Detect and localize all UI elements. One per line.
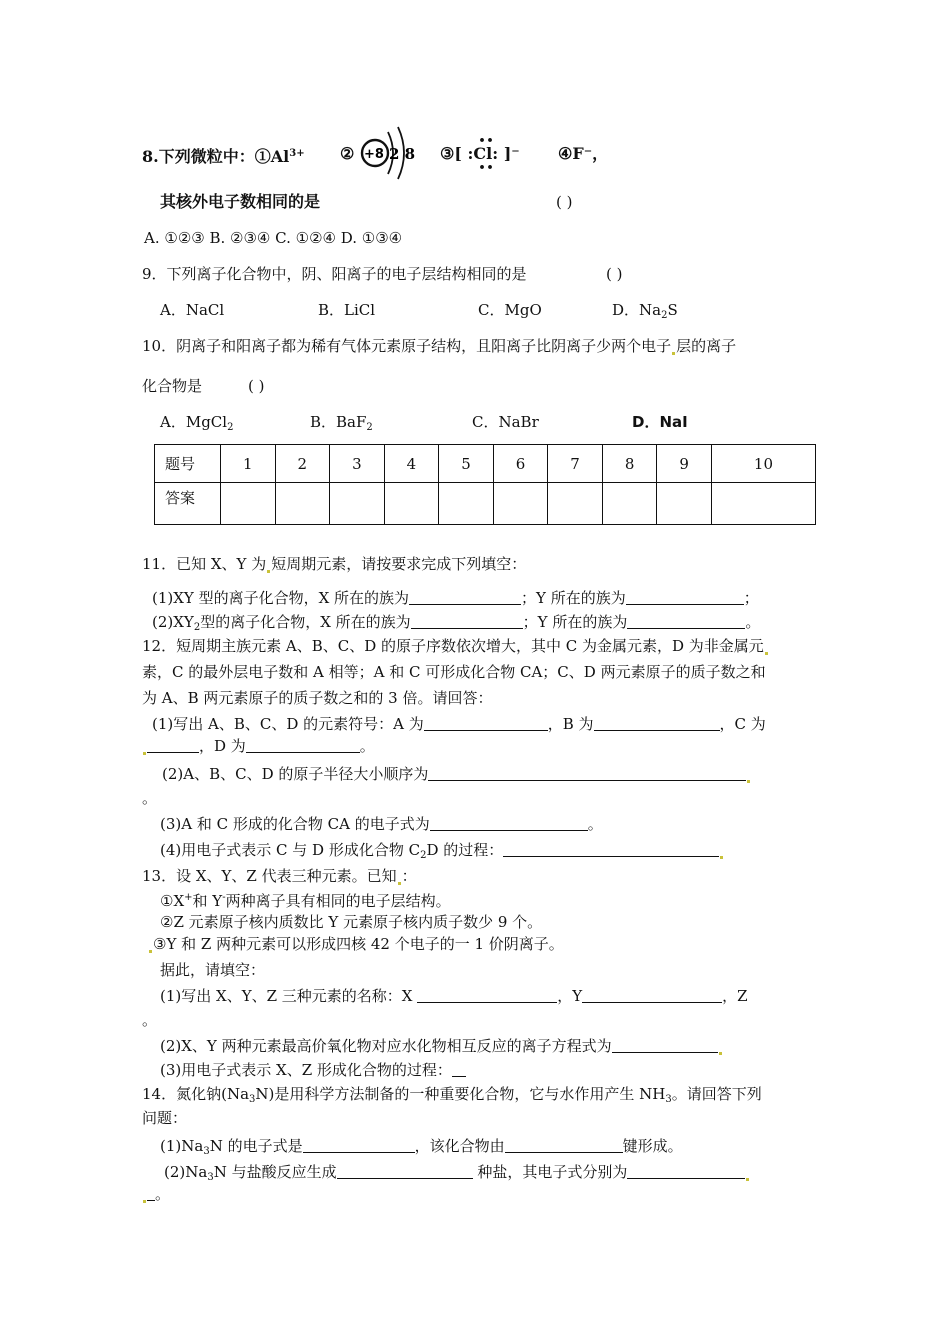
q11-s2-b: 型的离子化合物，X 所在的族为	[200, 613, 411, 631]
chloride-symbol: :Cl:	[467, 144, 499, 163]
q8-question: 其核外电子数相同的是	[160, 192, 321, 211]
q14-sub-2-end	[142, 1184, 170, 1204]
q12-s1-blank-b[interactable]	[594, 716, 720, 731]
q12-sub-2	[162, 764, 751, 784]
q13-s1-blank-y[interactable]	[582, 988, 722, 1003]
answer-cell-8[interactable]	[602, 483, 657, 525]
q13-s1-blank-x[interactable]	[417, 988, 557, 1003]
answer-table-num-8: 8	[602, 445, 657, 483]
mark-dot	[719, 1052, 722, 1055]
chloride-electron-dot	[467, 134, 499, 174]
nucleus-charge: +8	[364, 147, 384, 162]
q14-s2-b: N 与盐酸反应生成	[213, 1163, 337, 1181]
q10-option-d: D．NaI	[632, 413, 688, 431]
answer-cell-3[interactable]	[330, 483, 385, 525]
chloride-bottom-dots: ••	[478, 161, 495, 174]
q8-options: A. ①②③ B. ②③④ C. ①②④ D. ①③④	[144, 229, 403, 247]
q11-stem	[142, 554, 526, 574]
q14-l1-a: 14．氮化钠(Na	[142, 1085, 250, 1103]
mark-dot	[398, 882, 401, 885]
answer-table-num-7: 7	[548, 445, 603, 483]
q12-s4-a: (4)用电子式表示 C 与 D 形成化合物 C	[160, 841, 421, 859]
q14-l1-sub1: 3	[249, 1094, 256, 1105]
answer-cell-1[interactable]	[221, 483, 276, 525]
q13-sub-1	[160, 986, 748, 1006]
q14-s1-blank-formula[interactable]	[303, 1138, 415, 1153]
q12-s1-a: (1)写出 A、B、C、D 的元素符号：A 为	[152, 715, 424, 733]
q13-sub-1-end: 。	[142, 1011, 158, 1029]
q14-l1-c: 。请回答下列	[671, 1085, 762, 1103]
q10-option-a	[160, 412, 233, 438]
answer-table-answer-row	[155, 483, 816, 525]
q11-s1-b: ；Y 所在的族为	[521, 589, 626, 607]
q11-s2-d: 。	[745, 613, 761, 631]
answer-table-num-2: 2	[275, 445, 330, 483]
q9-option-d-pre: D．Na	[612, 301, 662, 319]
q12-s1-e: 。	[359, 737, 375, 755]
answer-table-num-3: 3	[330, 445, 385, 483]
q14-s1-b: N 的电子式是	[209, 1137, 303, 1155]
q12-s1-c: ，C 为	[719, 715, 766, 733]
q8-particle-1-num: ①	[254, 147, 271, 166]
q14-l1-sub2: 3	[665, 1094, 672, 1105]
mark-dot	[267, 570, 270, 573]
q8-paren: ( )	[556, 193, 573, 211]
q14-l1-b: N)是用科学方法制备的一种重要化合物，它与水作用产生 NH	[255, 1085, 666, 1103]
q14-s2-c: 种盐，其电子式分别为	[477, 1163, 628, 1181]
q12-sub-4	[160, 840, 724, 866]
q13-s2-text: (2)X、Y 两种元素最高价氧化物对应水化物相互反应的离子方程式为	[160, 1037, 612, 1055]
q12-line-3: 为 A、B 两元素原子的质子数之和的 3 倍。请回答：	[142, 689, 493, 707]
q14-s2-blank-formula[interactable]	[627, 1164, 745, 1179]
q11-s2-blank-x[interactable]	[411, 614, 523, 629]
q11-s2-c: ；Y 所在的族为	[522, 613, 628, 631]
q12-sub-1	[152, 714, 766, 734]
answer-table-header-label: 题号	[155, 445, 221, 483]
q12-s1-b: ，B 为	[547, 715, 594, 733]
q10-stem-1a: 10．阴离子和阳离子都为稀有气体元素原子结构，且阳离子比阴离子少两个电子	[142, 337, 672, 355]
q13-s2-blank[interactable]	[612, 1038, 718, 1053]
q13-c3-text: ③Y 和 Z 两种元素可以形成四核 42 个电子的一 1 价阴离子。	[153, 935, 564, 953]
q8-stem-line	[142, 144, 305, 167]
shell-electron-counts: 2 8	[389, 145, 416, 163]
answer-table	[154, 444, 816, 525]
q13-condition-1	[160, 888, 451, 911]
answer-cell-7[interactable]	[548, 483, 603, 525]
q11-s2-blank-y[interactable]	[627, 614, 745, 629]
q12-sub-2-end: 。	[142, 789, 158, 807]
q14-s2-a: (2)Na	[164, 1163, 208, 1181]
q10-option-c: C．NaBr	[472, 413, 539, 431]
q12-line-2: 素，C 的最外层电子数和 A 相等；A 和 C 可形成化合物 CA；C、D 两元素原子的质子数之和	[142, 663, 766, 681]
q10-option-b	[310, 412, 373, 438]
answer-table-header-row	[155, 445, 816, 483]
q10-stem-line-2: 化合物是	[142, 377, 203, 395]
q13-s3-blank[interactable]	[452, 1062, 466, 1077]
q11-sub-1	[152, 588, 759, 608]
answer-table-num-4: 4	[384, 445, 439, 483]
q9-option-b: B．LiCl	[318, 301, 376, 319]
mark-dot	[143, 1200, 146, 1203]
mark-dot	[720, 856, 723, 859]
q14-s1-c: ，该化合物由	[414, 1137, 505, 1155]
q12-s3-a: (3)A 和 C 形成的化合物 CA 的电子式为	[160, 815, 430, 833]
answer-cell-4[interactable]	[384, 483, 439, 525]
answer-cell-5[interactable]	[439, 483, 494, 525]
q12-line-1	[142, 636, 769, 656]
answer-table-num-1: 1	[221, 445, 276, 483]
q8-particle-1-symbol: Al	[270, 147, 290, 166]
q11-s1-c: ；	[743, 589, 759, 607]
q12-s2-a: (2)A、B、C、D 的原子半径大小顺序为	[162, 765, 429, 783]
q14-s2-blank-tail[interactable]	[147, 1186, 155, 1201]
answer-table-num-5: 5	[439, 445, 494, 483]
q14-s1-sub: 3	[203, 1146, 210, 1157]
q8-stem: 8.下列微粒中：	[142, 147, 255, 166]
q13-sub-3	[160, 1060, 466, 1080]
answer-cell-2[interactable]	[275, 483, 330, 525]
q13-condition-3	[148, 934, 564, 954]
q13-c1-c: 两种离子具有相同的电子层结构。	[225, 892, 451, 910]
chloride-top-dots: ••	[478, 134, 495, 147]
q13-s1-b: ，Y	[557, 987, 583, 1005]
oxygen-ion-structure-diagram	[358, 124, 420, 184]
q9-option-d	[612, 300, 678, 326]
q13-s1-a: (1)写出 X、Y、Z 三种元素的名称：X	[160, 987, 413, 1005]
q14-s1-blank-bond[interactable]	[505, 1138, 623, 1153]
q13-s3-text: (3)用电子式表示 X、Z 形成化合物的过程：	[160, 1061, 452, 1079]
q12-sub-1-cont	[142, 736, 375, 756]
q12-s4-blank[interactable]	[503, 842, 719, 857]
q12-s1-blank-d[interactable]	[246, 738, 360, 753]
q11-s2-sub: 2	[193, 622, 201, 633]
q10-stem-line-1	[142, 336, 736, 356]
q12-l1: 12．短周期主族元素 A、B、C、D 的原子序数依次增大，其中 C 为金属元素，D 为非金属元	[142, 637, 764, 655]
q8-particle-4-charge: ⁻，	[583, 144, 609, 163]
q14-s1-d: 键形成。	[622, 1137, 683, 1155]
mark-dot	[746, 1178, 749, 1181]
q14-s2-sub: 3	[207, 1172, 214, 1183]
q14-line-1	[142, 1084, 762, 1110]
q14-s2-end: 。	[155, 1185, 171, 1203]
q8-particle-4-num: ④F	[558, 144, 584, 163]
q10-option-b-sub: 2	[366, 422, 373, 433]
q12-s1-blank-a[interactable]	[424, 716, 548, 731]
mark-dot	[143, 752, 146, 755]
q12-s1-blank-c[interactable]	[147, 738, 199, 753]
answer-table-num-10: 10	[711, 445, 815, 483]
q12-s4-b: D 的过程：	[426, 841, 504, 859]
q12-s3-blank[interactable]	[430, 816, 588, 831]
q14-s1-a: (1)Na	[160, 1137, 204, 1155]
q10-option-b-pre: B．BaF	[310, 413, 367, 431]
q12-s4-sub: 2	[420, 850, 427, 861]
q13-s1-c: ，Z	[722, 987, 748, 1005]
q10-stem-1b: 层的离子	[676, 337, 737, 355]
q8-particle-3-num: ③[	[440, 144, 462, 163]
q12-s1-d: ，D 为	[199, 737, 246, 755]
q12-sub-3	[160, 814, 603, 834]
q8-particle-4	[558, 144, 608, 164]
q13-c1-a: ①X	[160, 892, 185, 910]
q9-option-d-sub: 2	[661, 310, 668, 321]
mark-dot	[149, 950, 152, 953]
q14-s2-blank-count[interactable]	[337, 1164, 473, 1179]
answer-table-row-label: 答案	[155, 483, 221, 525]
q9-option-c: C．MgO	[478, 301, 542, 319]
q11-stem-b: 短周期元素，请按要求完成下列填空：	[271, 555, 527, 573]
q9-option-a: A．NaCl	[160, 301, 225, 319]
q11-s1-blank-y[interactable]	[626, 590, 744, 605]
q12-s2-blank[interactable]	[428, 766, 746, 781]
mark-dot	[765, 652, 768, 655]
mark-dot	[672, 352, 675, 355]
q8-particle-1-charge: 3+	[289, 148, 305, 159]
q9-paren: ( )	[606, 265, 623, 283]
answer-cell-6[interactable]	[493, 483, 548, 525]
q11-stem-a: 11．已知 X、Y 为	[142, 555, 267, 573]
q8-particle-2-num: ②	[340, 144, 355, 163]
q13-condition-2: ②Z 元素原子核内质数比 Y 元素原子核内质子数少 9 个。	[160, 913, 543, 931]
q14-sub-2	[164, 1162, 750, 1188]
q10-paren: ( )	[248, 377, 265, 395]
q13-c1-b: 和 Y	[192, 892, 223, 910]
q13-c1-sup1: +	[184, 892, 193, 903]
answer-cell-9[interactable]	[657, 483, 712, 525]
q9-option-d-post: S	[667, 301, 678, 319]
answer-table-num-9: 9	[657, 445, 712, 483]
q13-c1-sup2: -	[222, 892, 226, 903]
q9-stem: 9．下列离子化合物中，阴、阳离子的电子层结构相同的是	[142, 265, 527, 283]
q11-s1-a: (1)XY 型的离子化合物，X 所在的族为	[152, 589, 410, 607]
q8-particle-3-end: ]⁻	[503, 144, 520, 163]
q11-s1-blank-x[interactable]	[409, 590, 521, 605]
q13-stem	[142, 866, 417, 886]
answer-table-num-6: 6	[493, 445, 548, 483]
mark-dot	[747, 780, 750, 783]
q10-option-a-sub: 2	[227, 422, 234, 433]
q13-prompt: 据此，请填空：	[160, 961, 266, 979]
q12-s3-b: 。	[587, 815, 603, 833]
answer-cell-10[interactable]	[711, 483, 815, 525]
q14-line-2: 问题：	[142, 1109, 188, 1127]
q11-s2-a: (2)XY	[152, 613, 194, 631]
q13-stem-end: ：	[401, 867, 417, 885]
q11-sub-2	[152, 612, 760, 638]
q10-option-a-pre: A．MgCl	[160, 413, 228, 431]
q13-stem-text: 13．设 X、Y、Z 代表三种元素。已知	[142, 867, 397, 885]
q8-particle-3	[440, 134, 520, 174]
q13-sub-2	[160, 1036, 723, 1056]
q14-sub-1	[160, 1136, 683, 1162]
